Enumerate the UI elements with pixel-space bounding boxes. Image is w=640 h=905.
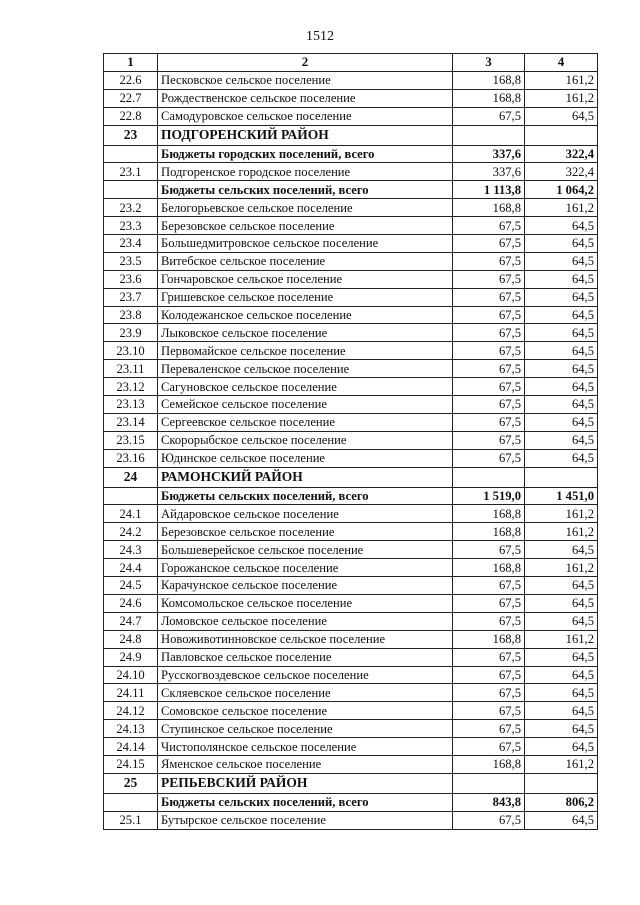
row-code: 24.3 [104, 541, 158, 559]
row-value-col3: 67,5 [453, 342, 525, 360]
row-value-col4: 64,5 [525, 107, 598, 125]
row-value-col3: 67,5 [453, 612, 525, 630]
row-name: Бюджеты сельских поселений, всего [158, 181, 453, 199]
district-row [104, 125, 598, 145]
row-name: Сагуновское сельское поселение [158, 378, 453, 396]
row-name: Комсомольское сельское поселение [158, 594, 453, 612]
row-code [104, 181, 158, 199]
row-value-col3 [453, 467, 525, 487]
row-value-col3: 67,5 [453, 306, 525, 324]
row-value-col3: 67,5 [453, 720, 525, 738]
row-code: 24.14 [104, 738, 158, 756]
row-value-col4: 64,5 [525, 702, 598, 720]
table-row [104, 541, 598, 559]
row-code [104, 487, 158, 505]
table-row [104, 89, 598, 107]
row-name: ПОДГОРЕНСКИЙ РАЙОН [158, 125, 453, 145]
row-code [104, 793, 158, 811]
row-code: 23.8 [104, 306, 158, 324]
row-value-col3: 1 519,0 [453, 487, 525, 505]
row-value-col4: 322,4 [525, 145, 598, 163]
row-value-col4: 161,2 [525, 89, 598, 107]
row-name: Сомовское сельское поселение [158, 702, 453, 720]
row-code: 25 [104, 773, 158, 793]
row-value-col4: 64,5 [525, 612, 598, 630]
row-name: Бюджеты сельских поселений, всего [158, 487, 453, 505]
table-row [104, 252, 598, 270]
table-row [104, 755, 598, 773]
row-code: 23.4 [104, 235, 158, 253]
row-value-col4: 64,5 [525, 306, 598, 324]
row-code: 24.7 [104, 612, 158, 630]
row-code: 23.12 [104, 378, 158, 396]
table-row [104, 523, 598, 541]
row-value-col4: 64,5 [525, 235, 598, 253]
row-value-col4: 64,5 [525, 252, 598, 270]
table-row [104, 71, 598, 89]
row-value-col3: 67,5 [453, 449, 525, 467]
row-name: Семейское сельское поселение [158, 396, 453, 414]
row-value-col3: 67,5 [453, 594, 525, 612]
row-value-col4: 161,2 [525, 505, 598, 523]
row-name: Переваленское сельское поселение [158, 360, 453, 378]
row-value-col4 [525, 773, 598, 793]
table-row [104, 270, 598, 288]
header-cell-3: 3 [453, 54, 525, 72]
row-value-col3: 67,5 [453, 252, 525, 270]
row-code: 24.6 [104, 594, 158, 612]
row-value-col4: 64,5 [525, 666, 598, 684]
row-value-col4: 64,5 [525, 324, 598, 342]
row-code: 24.4 [104, 559, 158, 577]
row-value-col3: 168,8 [453, 71, 525, 89]
row-value-col4: 161,2 [525, 630, 598, 648]
row-code: 24.13 [104, 720, 158, 738]
row-code: 24.10 [104, 666, 158, 684]
row-name: Карачунское сельское поселение [158, 577, 453, 595]
table-row [104, 107, 598, 125]
row-value-col3: 168,8 [453, 559, 525, 577]
row-value-col4: 806,2 [525, 793, 598, 811]
row-name: Бутырское сельское поселение [158, 811, 453, 829]
row-value-col4: 161,2 [525, 559, 598, 577]
row-code [104, 145, 158, 163]
row-value-col3: 67,5 [453, 648, 525, 666]
row-value-col3 [453, 773, 525, 793]
row-value-col4: 161,2 [525, 71, 598, 89]
row-value-col4: 322,4 [525, 163, 598, 181]
table-row [104, 720, 598, 738]
row-name: Юдинское сельское поселение [158, 449, 453, 467]
row-name: Гришевское сельское поселение [158, 288, 453, 306]
row-value-col4: 64,5 [525, 396, 598, 414]
header-cell-2: 2 [158, 54, 453, 72]
row-value-col4: 64,5 [525, 431, 598, 449]
table-row [104, 559, 598, 577]
row-value-col3: 67,5 [453, 738, 525, 756]
row-value-col3: 168,8 [453, 199, 525, 217]
row-value-col4 [525, 125, 598, 145]
header-cell-4: 4 [525, 54, 598, 72]
row-value-col3: 67,5 [453, 666, 525, 684]
row-code: 23.3 [104, 217, 158, 235]
row-value-col4: 64,5 [525, 360, 598, 378]
row-value-col4: 64,5 [525, 342, 598, 360]
table-row [104, 306, 598, 324]
row-name: Новоживотинновское сельское поселение [158, 630, 453, 648]
row-value-col4: 64,5 [525, 270, 598, 288]
table-row [104, 666, 598, 684]
table-row [104, 811, 598, 829]
row-name: Сергеевское сельское поселение [158, 413, 453, 431]
row-value-col4 [525, 467, 598, 487]
row-code: 23.15 [104, 431, 158, 449]
row-name: Ломовское сельское поселение [158, 612, 453, 630]
table-row [104, 738, 598, 756]
row-name: Колодежанское сельское поселение [158, 306, 453, 324]
row-code: 23.5 [104, 252, 158, 270]
row-code: 24.5 [104, 577, 158, 595]
table-row [104, 684, 598, 702]
table-row [104, 594, 598, 612]
row-code: 23.11 [104, 360, 158, 378]
row-value-col3: 67,5 [453, 811, 525, 829]
row-code: 24.1 [104, 505, 158, 523]
table-row [104, 648, 598, 666]
table-row [104, 577, 598, 595]
row-value-col4: 64,5 [525, 648, 598, 666]
row-code: 23.14 [104, 413, 158, 431]
row-value-col4: 64,5 [525, 594, 598, 612]
table-row [104, 449, 598, 467]
row-name: Ступинское сельское поселение [158, 720, 453, 738]
row-value-col3: 168,8 [453, 630, 525, 648]
row-name: Русскогвоздевское сельское поселение [158, 666, 453, 684]
row-name: Песковское сельское поселение [158, 71, 453, 89]
row-value-col4: 64,5 [525, 217, 598, 235]
row-value-col3: 67,5 [453, 360, 525, 378]
table-row [104, 431, 598, 449]
row-name: Большедмитровское сельское поселение [158, 235, 453, 253]
row-value-col4: 64,5 [525, 378, 598, 396]
page-number: 1512 [306, 29, 334, 44]
row-name: Чистополянское сельское поселение [158, 738, 453, 756]
row-name: Витебское сельское поселение [158, 252, 453, 270]
row-value-col3: 67,5 [453, 396, 525, 414]
row-name: Лыковское сельское поселение [158, 324, 453, 342]
row-name: Большеверейское сельское поселение [158, 541, 453, 559]
table-row [104, 378, 598, 396]
row-name: Гончаровское сельское поселение [158, 270, 453, 288]
row-name: Березовское сельское поселение [158, 217, 453, 235]
row-code: 24.2 [104, 523, 158, 541]
table-row [104, 612, 598, 630]
row-code: 24.15 [104, 755, 158, 773]
table-row [104, 360, 598, 378]
row-code: 23.13 [104, 396, 158, 414]
row-name: Павловское сельское поселение [158, 648, 453, 666]
row-name: Бюджеты сельских поселений, всего [158, 793, 453, 811]
header-cell-1: 1 [104, 54, 158, 72]
row-name: Горожанское сельское поселение [158, 559, 453, 577]
row-name: Скорорыбское сельское поселение [158, 431, 453, 449]
row-code: 23.6 [104, 270, 158, 288]
total-row [104, 487, 598, 505]
row-code: 24.11 [104, 684, 158, 702]
row-value-col3: 67,5 [453, 684, 525, 702]
row-code: 23 [104, 125, 158, 145]
total-row [104, 181, 598, 199]
row-value-col4: 64,5 [525, 738, 598, 756]
row-name: Айдаровское сельское поселение [158, 505, 453, 523]
row-value-col3: 168,8 [453, 89, 525, 107]
row-value-col4: 161,2 [525, 755, 598, 773]
row-value-col3: 168,8 [453, 505, 525, 523]
table-row [104, 235, 598, 253]
row-code: 23.9 [104, 324, 158, 342]
table-row [104, 396, 598, 414]
row-value-col3 [453, 125, 525, 145]
table-row [104, 199, 598, 217]
row-value-col3: 67,5 [453, 413, 525, 431]
budget-table [103, 53, 598, 830]
table-row [104, 630, 598, 648]
row-name: Самодуровское сельское поселение [158, 107, 453, 125]
row-name: Скляевское сельское поселение [158, 684, 453, 702]
table-row [104, 324, 598, 342]
table-row [104, 217, 598, 235]
table-row [104, 413, 598, 431]
row-value-col4: 64,5 [525, 720, 598, 738]
row-value-col4: 64,5 [525, 413, 598, 431]
row-code: 25.1 [104, 811, 158, 829]
row-value-col3: 67,5 [453, 288, 525, 306]
row-value-col3: 168,8 [453, 755, 525, 773]
district-row [104, 467, 598, 487]
row-name: Березовское сельское поселение [158, 523, 453, 541]
row-name: Бюджеты городских поселений, всего [158, 145, 453, 163]
row-code: 22.7 [104, 89, 158, 107]
row-code: 23.2 [104, 199, 158, 217]
row-name: Рождественское сельское поселение [158, 89, 453, 107]
row-value-col3: 67,5 [453, 235, 525, 253]
row-code: 24.9 [104, 648, 158, 666]
total-row [104, 793, 598, 811]
row-value-col3: 337,6 [453, 163, 525, 181]
row-value-col4: 64,5 [525, 541, 598, 559]
table-row [104, 163, 598, 181]
row-name: Подгоренское городское поселение [158, 163, 453, 181]
row-code: 23.1 [104, 163, 158, 181]
table-row [104, 702, 598, 720]
total-row [104, 145, 598, 163]
row-value-col3: 67,5 [453, 431, 525, 449]
row-value-col4: 64,5 [525, 577, 598, 595]
row-value-col3: 843,8 [453, 793, 525, 811]
row-value-col3: 1 113,8 [453, 181, 525, 199]
row-value-col4: 64,5 [525, 449, 598, 467]
row-value-col4: 1 064,2 [525, 181, 598, 199]
row-value-col3: 67,5 [453, 702, 525, 720]
row-code: 23.7 [104, 288, 158, 306]
row-value-col3: 168,8 [453, 523, 525, 541]
row-code: 22.8 [104, 107, 158, 125]
table-row [104, 505, 598, 523]
row-value-col3: 67,5 [453, 541, 525, 559]
row-value-col4: 64,5 [525, 684, 598, 702]
row-code: 23.16 [104, 449, 158, 467]
row-code: 24.12 [104, 702, 158, 720]
row-value-col3: 67,5 [453, 107, 525, 125]
row-value-col3: 67,5 [453, 324, 525, 342]
row-value-col3: 67,5 [453, 577, 525, 595]
table-row [104, 288, 598, 306]
row-value-col4: 1 451,0 [525, 487, 598, 505]
row-code: 22.6 [104, 71, 158, 89]
row-value-col4: 161,2 [525, 523, 598, 541]
row-name: РЕПЬЕВСКИЙ РАЙОН [158, 773, 453, 793]
row-value-col3: 67,5 [453, 378, 525, 396]
row-value-col4: 161,2 [525, 199, 598, 217]
row-value-col4: 64,5 [525, 288, 598, 306]
row-value-col3: 337,6 [453, 145, 525, 163]
row-name: Первомайское сельское поселение [158, 342, 453, 360]
row-code: 24.8 [104, 630, 158, 648]
row-code: 23.10 [104, 342, 158, 360]
district-row [104, 773, 598, 793]
table-row [104, 342, 598, 360]
row-code: 24 [104, 467, 158, 487]
row-value-col3: 67,5 [453, 217, 525, 235]
row-name: РАМОНСКИЙ РАЙОН [158, 467, 453, 487]
row-name: Белогорьевское сельское поселение [158, 199, 453, 217]
header-row [104, 54, 598, 72]
row-value-col3: 67,5 [453, 270, 525, 288]
row-value-col4: 64,5 [525, 811, 598, 829]
row-name: Яменское сельское поселение [158, 755, 453, 773]
